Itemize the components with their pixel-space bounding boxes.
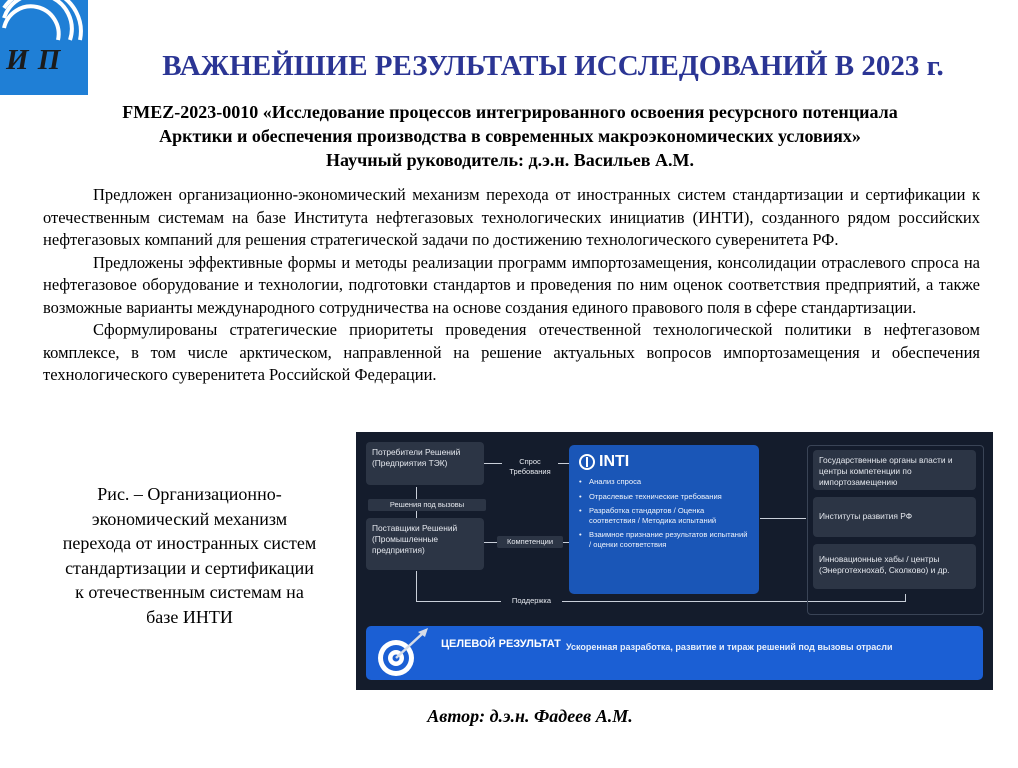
- government-box: Государственные органы власти и центры компетенции по импортозамещению: [813, 450, 976, 490]
- body-text: [43, 184, 980, 387]
- paragraph-2: Предложены эффективные формы и методы реализации программ импортозамещения, консолидации отраслевого спроса на нефтегазовое оборудование и технологии, подготовки стандартов и проведения по ним оценок соответствия предприятий, а также возможные варианты международного сотрудничества на основе создания единого правового поля в сфере стандартизации.: [43, 252, 980, 317]
- project-supervisor: Научный руководитель: д.э.н. Васильев А.М.: [326, 150, 694, 170]
- institute-logo: [0, 0, 88, 95]
- demand-label: Спрос Требования: [502, 456, 558, 478]
- inti-item: • Отраслевые технические требования: [579, 492, 749, 502]
- logo-text: И П: [6, 44, 62, 76]
- target-icon: [372, 626, 432, 680]
- page-title: ВАЖНЕЙШИЕ РЕЗУЛЬТАТЫ ИССЛЕДОВАНИЙ В 2023 г.: [162, 50, 944, 82]
- inti-box: [569, 445, 759, 594]
- consumers-box: Потребители Решений (Предприятия ТЭК): [366, 442, 484, 485]
- connector-inti-right: [760, 518, 806, 519]
- support-label: Поддержка: [501, 595, 562, 607]
- inti-item: • Разработка стандартов / Оценка соответствия / Методика испытаний: [579, 506, 749, 525]
- solutions-label: Решения под вызовы: [368, 499, 486, 511]
- inti-logo-icon: [579, 454, 595, 470]
- target-result-banner: [366, 626, 983, 680]
- paragraph-1: Предложен организационно-экономический механизм перехода от иностранных систем стандартизации и сертификации к отечественным системам на базе Института нефтегазовых технологических инициатив (ИНТИ), созданного рядом российских нефтегазовых компаний для решения стратегической задачи по достижению технологического суверенитета РФ.: [43, 185, 980, 249]
- innovation-hubs-box: Инновационные хабы / центры (Энерготехнохаб, Сколково) и др.: [813, 544, 976, 589]
- project-title-line-1: FMEZ-2023-0010 «Исследование процессов интегрированного освоения ресурсного потенциала: [122, 102, 898, 122]
- development-institutes-box: Институты развития РФ: [813, 497, 976, 537]
- project-header: [40, 100, 980, 172]
- result-text: Ускоренная разработка, развитие и тираж решений под вызовы отрасли: [566, 642, 893, 652]
- inti-name: INTI: [599, 453, 630, 470]
- inti-logo: [579, 453, 749, 471]
- author-credit: Автор: д.э.н. Фадеев А.М.: [427, 706, 633, 726]
- suppliers-box: Поставщики Решений (Промышленные предприятия): [366, 518, 484, 570]
- project-title-line-2: Арктики и обеспечения производства в современных макроэкономических условиях»: [159, 126, 861, 146]
- competencies-label: Компетенции: [497, 536, 563, 548]
- paragraph-3: Сформулированы стратегические приоритеты проведения отечественной технологической политики в нефтегазовом комплексе, в том числе арктическом, направленной на решение актуальных вопросов импортозамещения и обеспечения технологического суверенитета Российской Федерации.: [43, 320, 980, 384]
- result-title: ЦЕЛЕВОЙ РЕЗУЛЬТАТ: [441, 638, 561, 650]
- figure-caption: Рис. – Организационно-экономический механизм перехода от иностранных систем стандартизации и сертификации к отечественным системам на базе ИНТИ: [62, 484, 317, 627]
- inti-item: • Анализ спроса: [579, 477, 749, 487]
- inti-function-list: [579, 477, 749, 549]
- connector-support-left: [416, 571, 417, 601]
- mechanism-diagram: [356, 432, 993, 690]
- inti-item: • Взаимное признание результатов испытаний / оценки соответствия: [579, 530, 749, 549]
